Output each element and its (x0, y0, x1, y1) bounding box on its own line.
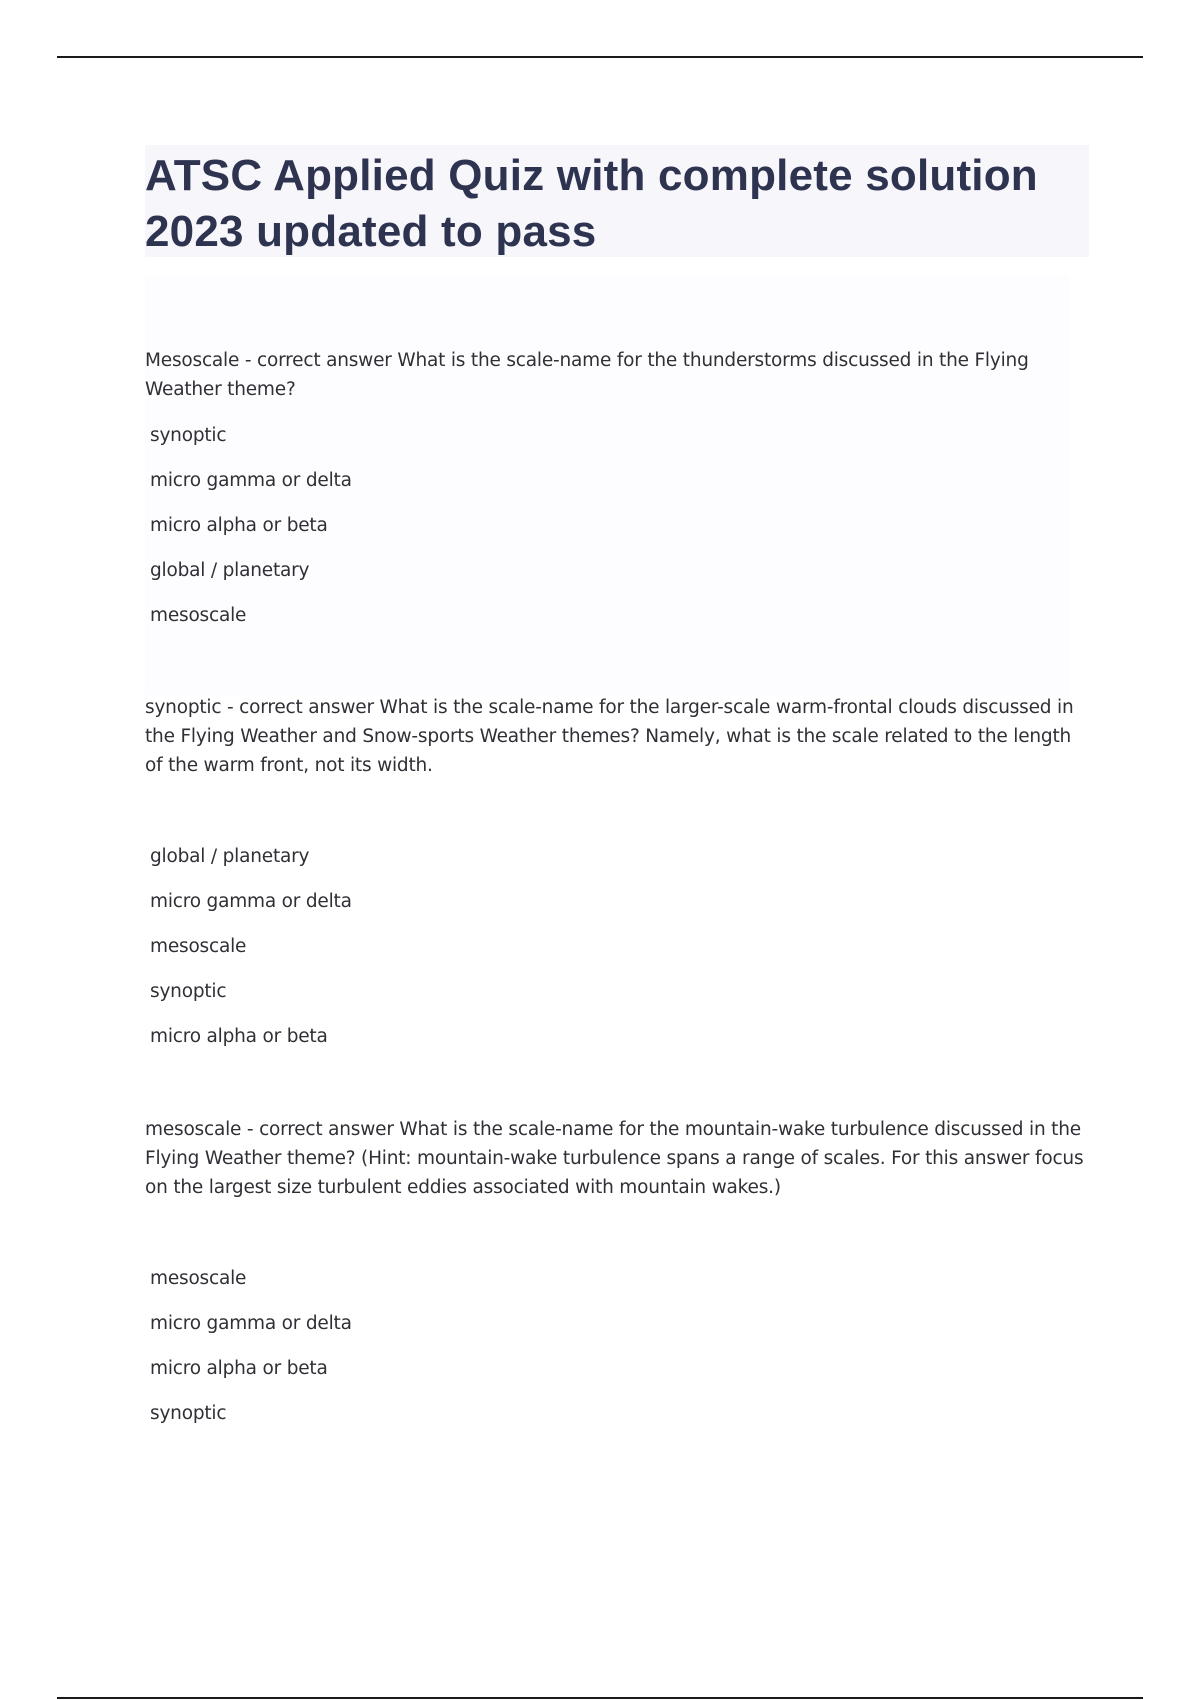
answer-option: micro alpha or beta (150, 1026, 328, 1047)
bottom-rule (57, 1697, 1143, 1699)
question-text: mesoscale - correct answer What is the scale-name for the mountain-wake turbulence discussed in the Flying Weather theme? (Hint: mountain-wake turbulence spans a range of scales. For this answer focus on the largest size turbulent eddies associated with mountain wakes.) (145, 1119, 1084, 1198)
answer-option: global / planetary (150, 846, 310, 867)
answer-option: micro alpha or beta (150, 1358, 328, 1379)
question-text: Mesoscale - correct answer What is the scale-name for the thunderstorms discussed in the Flying Weather theme? (145, 350, 1029, 400)
question-block-1 (145, 346, 1090, 404)
answer-option: global / planetary (150, 560, 310, 581)
answer-option: micro alpha or beta (150, 515, 328, 536)
answer-option: mesoscale (150, 605, 247, 626)
question-block-2 (145, 693, 1090, 780)
answer-option: micro gamma or delta (150, 891, 352, 912)
answer-option: synoptic (150, 1403, 227, 1424)
answer-option: mesoscale (150, 1268, 247, 1289)
question-block-3 (145, 1115, 1090, 1202)
question-text: synoptic - correct answer What is the scale-name for the larger-scale warm-frontal clouds discussed in the Flying Weather and Snow-sports Weather themes? Namely, what is the scale related to the length of the warm front, not its width. (145, 697, 1074, 776)
answer-options-2 (150, 834, 352, 1059)
answer-option: micro gamma or delta (150, 1313, 352, 1334)
answer-option: synoptic (150, 425, 227, 446)
answer-options-1 (150, 413, 352, 638)
answer-option: micro gamma or delta (150, 470, 352, 491)
top-rule (57, 56, 1143, 58)
answer-options-3 (150, 1256, 352, 1436)
document-title: ATSC Applied Quiz with complete solution 2023 updated to pass (145, 151, 1038, 256)
answer-option: mesoscale (150, 936, 247, 957)
answer-option: synoptic (150, 981, 227, 1002)
